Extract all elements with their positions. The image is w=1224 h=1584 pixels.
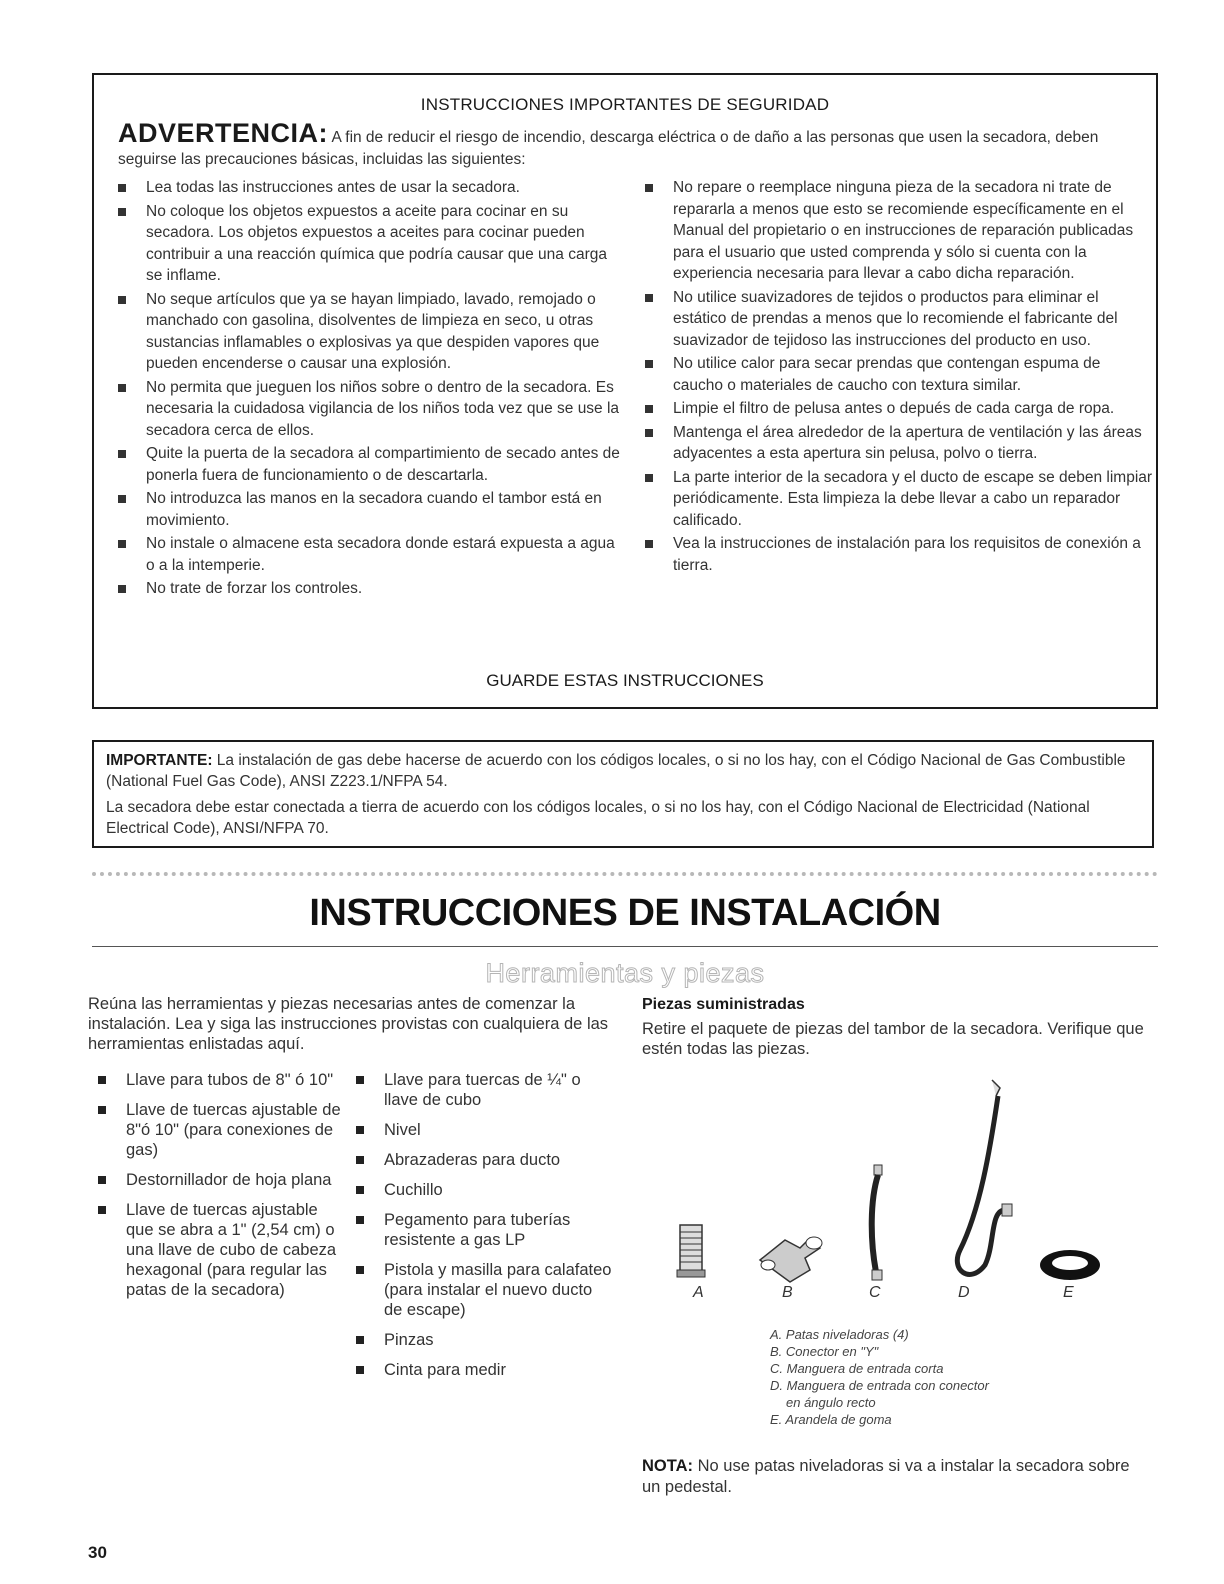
list-item: Llave de tuercas ajustable que se abra a 1" (2,54 cm) o una llave de cubo de cabeza hexagonal (para regular las patas de la secadora) bbox=[96, 1200, 346, 1300]
bullet-icon bbox=[356, 1126, 364, 1134]
list-item: No permita que jueguen los niños sobre o dentro de la secadora. Es necesaria la cuidadosa vigilancia de los niños toda vez que se use la secadora cerca de ellos. bbox=[116, 377, 621, 442]
parts-legend bbox=[770, 1326, 989, 1428]
bullet-icon bbox=[118, 585, 126, 593]
list-item: Lea todas las instrucciones antes de usar la secadora. bbox=[116, 177, 621, 199]
dotted-divider bbox=[92, 872, 1158, 876]
bullet-icon bbox=[356, 1076, 364, 1084]
part-letter-a: A bbox=[693, 1284, 704, 1301]
long-hose-icon bbox=[957, 1080, 1012, 1274]
bullet-icon bbox=[356, 1266, 364, 1274]
note-label: NOTA: bbox=[642, 1457, 694, 1475]
list-item: Nivel bbox=[354, 1120, 614, 1140]
bullet-icon bbox=[118, 384, 126, 392]
list-item: Llave para tubos de 8" ó 10" bbox=[96, 1070, 346, 1090]
list-item: Llave para tuercas de ¼" o llave de cubo bbox=[354, 1070, 614, 1110]
part-letter-e: E bbox=[1063, 1284, 1074, 1301]
tools-list-left bbox=[96, 1070, 346, 1310]
safety-list-right bbox=[643, 177, 1153, 578]
bullet-icon bbox=[356, 1336, 364, 1344]
page-number: 30 bbox=[88, 1543, 107, 1562]
bullet-icon bbox=[118, 450, 126, 458]
list-item: Pegamento para tuberías resistente a gas LP bbox=[354, 1210, 614, 1250]
bullet-icon bbox=[356, 1186, 364, 1194]
bullet-icon bbox=[356, 1216, 364, 1224]
bullet-icon bbox=[356, 1156, 364, 1164]
legend-item: D. Manguera de entrada con conector bbox=[770, 1378, 989, 1393]
list-item: Pinzas bbox=[354, 1330, 614, 1350]
parts-heading: Piezas suministradas bbox=[642, 996, 805, 1013]
list-item: Mantenga el área alrededor de la apertura de ventilación y las áreas adyacentes a esta apertura sin pelusa, polvo o tierra. bbox=[643, 422, 1153, 465]
legend-item: C. Manguera de entrada corta bbox=[770, 1361, 944, 1376]
legend-item: E. Arandela de goma bbox=[770, 1412, 892, 1427]
warning-label: ADVERTENCIA: bbox=[118, 118, 329, 148]
part-letter-b: B bbox=[782, 1284, 793, 1301]
list-item: Pistola y masilla para calafateo (para instalar el nuevo ducto de escape) bbox=[354, 1260, 614, 1320]
bullet-icon bbox=[118, 495, 126, 503]
bullet-icon bbox=[98, 1206, 106, 1214]
list-item: No utilice suavizadores de tejidos o productos para eliminar el estático de prendas a menos que lo recomiende el fabricante del suavizador de tejidoso las instrucciones del producto en uso. bbox=[643, 287, 1153, 352]
important-label: IMPORTANTE: bbox=[106, 752, 213, 769]
leveling-leg-icon bbox=[677, 1225, 705, 1277]
list-item: Cinta para medir bbox=[354, 1360, 614, 1380]
list-item: Llave de tuercas ajustable de 8"ó 10" (para conexiones de gas) bbox=[96, 1100, 346, 1160]
list-item: Vea la instrucciones de instalación para los requisitos de conexión a tierra. bbox=[643, 533, 1153, 576]
list-item: La parte interior de la secadora y el ducto de escape se deben limpiar periódicamente. Esta limpieza la debe llevar a cabo un reparador calificado. bbox=[643, 467, 1153, 532]
save-instructions-heading: GUARDE ESTAS INSTRUCCIONES bbox=[486, 671, 764, 690]
safety-box bbox=[92, 73, 1158, 709]
legend-item: en ángulo recto bbox=[786, 1395, 876, 1410]
tools-list-right bbox=[354, 1070, 614, 1390]
parts-illustration bbox=[660, 1060, 1120, 1285]
legend-item: A. Patas niveladoras (4) bbox=[770, 1327, 909, 1342]
list-item: No coloque los objetos expuestos a aceite para cocinar en su secadora. Los objetos expuestos a aceites para cocinar pueden contribuir a una reacción química que podría causar que una carga se inflame. bbox=[116, 201, 621, 287]
bullet-icon bbox=[645, 405, 653, 413]
bullet-icon bbox=[98, 1176, 106, 1184]
bullet-icon bbox=[98, 1106, 106, 1114]
list-item: No repare o reemplace ninguna pieza de la secadora ni trate de repararla a menos que esto se recomiende específicamente en el Manual del propietario o en instrucciones de reparación publicadas para el usuario que usted comprenda y sólo si cuenta con la experiencia necesaria para llevar a cabo dicha reparación. bbox=[643, 177, 1153, 285]
list-item: No utilice calor para secar prendas que contengan espuma de caucho o materiales de caucho con textura similar. bbox=[643, 353, 1153, 396]
list-item: Cuchillo bbox=[354, 1180, 614, 1200]
important-paragraph-electric: La secadora debe estar conectada a tierra de acuerdo con los códigos locales, o si no los hay, con el Código Nacional de Electricidad (National Electrical Code), ANSI/NFPA 70. bbox=[106, 799, 1090, 837]
warning-paragraph bbox=[118, 119, 1118, 171]
bullet-icon bbox=[98, 1076, 106, 1084]
safety-list-left bbox=[116, 177, 621, 602]
warning-text: A fin de reducir el riesgo de incendio, descarga eléctrica o de daño a las personas que usen la secadora, deben seguirse las precauciones básicas, incluidas las siguientes: bbox=[118, 129, 1099, 168]
bullet-icon bbox=[645, 294, 653, 302]
legend-item: B. Conector en "Y" bbox=[770, 1344, 879, 1359]
part-letter-d: D bbox=[958, 1284, 970, 1301]
parts-paragraph: Retire el paquete de piezas del tambor de la secadora. Verifique que estén todas las piezas. bbox=[642, 1020, 1144, 1058]
y-connector-icon bbox=[760, 1237, 822, 1282]
rubber-washer-icon bbox=[1040, 1250, 1100, 1280]
important-paragraph-gas: IMPORTANTE: La instalación de gas debe hacerse de acuerdo con los códigos locales, o si no los hay, con el Código Nacional de Gas Combustible (National Fuel Gas Code), ANSI Z223.1/NFPA 54. bbox=[106, 752, 1126, 790]
bullet-icon bbox=[645, 540, 653, 548]
part-letter-c: C bbox=[869, 1284, 881, 1301]
list-item: Quite la puerta de la secadora al compartimiento de secado antes de ponerla fuera de funcionamiento o de descartarla. bbox=[116, 443, 621, 486]
list-item: Limpie el filtro de pelusa antes o depués de cada carga de ropa. bbox=[643, 398, 1153, 420]
list-item: No instale o almacene esta secadora donde estará expuesta a agua o a la intemperie. bbox=[116, 533, 621, 576]
short-hose-icon bbox=[872, 1165, 882, 1280]
page-title: INSTRUCCIONES DE INSTALACIÓN bbox=[309, 892, 941, 934]
title-divider bbox=[92, 946, 1158, 947]
important-box bbox=[92, 740, 1154, 848]
bullet-icon bbox=[645, 360, 653, 368]
bullet-icon bbox=[356, 1366, 364, 1374]
intro-paragraph: Reúna las herramientas y piezas necesarias antes de comenzar la instalación. Lea y siga las instrucciones provistas con cualquiera de las herramientas enlistadas aquí. bbox=[88, 995, 609, 1053]
list-item: No introduzca las manos en la secadora cuando el tambor está en movimiento. bbox=[116, 488, 621, 531]
bullet-icon bbox=[645, 184, 653, 192]
list-item: Abrazaderas para ducto bbox=[354, 1150, 614, 1170]
bullet-icon bbox=[118, 540, 126, 548]
list-item: No seque artículos que ya se hayan limpiado, lavado, remojado o manchado con gasolina, disolventes de limpieza en seco, u otras sustancias inflamables o explosivas ya que despiden vapores que pueden encenderse o causar una explosión. bbox=[116, 289, 621, 375]
bullet-icon bbox=[118, 184, 126, 192]
bullet-icon bbox=[118, 296, 126, 304]
bullet-icon bbox=[645, 474, 653, 482]
bullet-icon bbox=[645, 429, 653, 437]
section-title: Herramientas y piezas bbox=[485, 958, 765, 988]
list-item: Destornillador de hoja plana bbox=[96, 1170, 346, 1190]
bullet-icon bbox=[118, 208, 126, 216]
list-item: No trate de forzar los controles. bbox=[116, 578, 621, 600]
note-paragraph: NOTA: No use patas niveladoras si va a instalar la secadora sobre un pedestal. bbox=[642, 1457, 1130, 1496]
safety-heading: INSTRUCCIONES IMPORTANTES DE SEGURIDAD bbox=[420, 95, 830, 114]
